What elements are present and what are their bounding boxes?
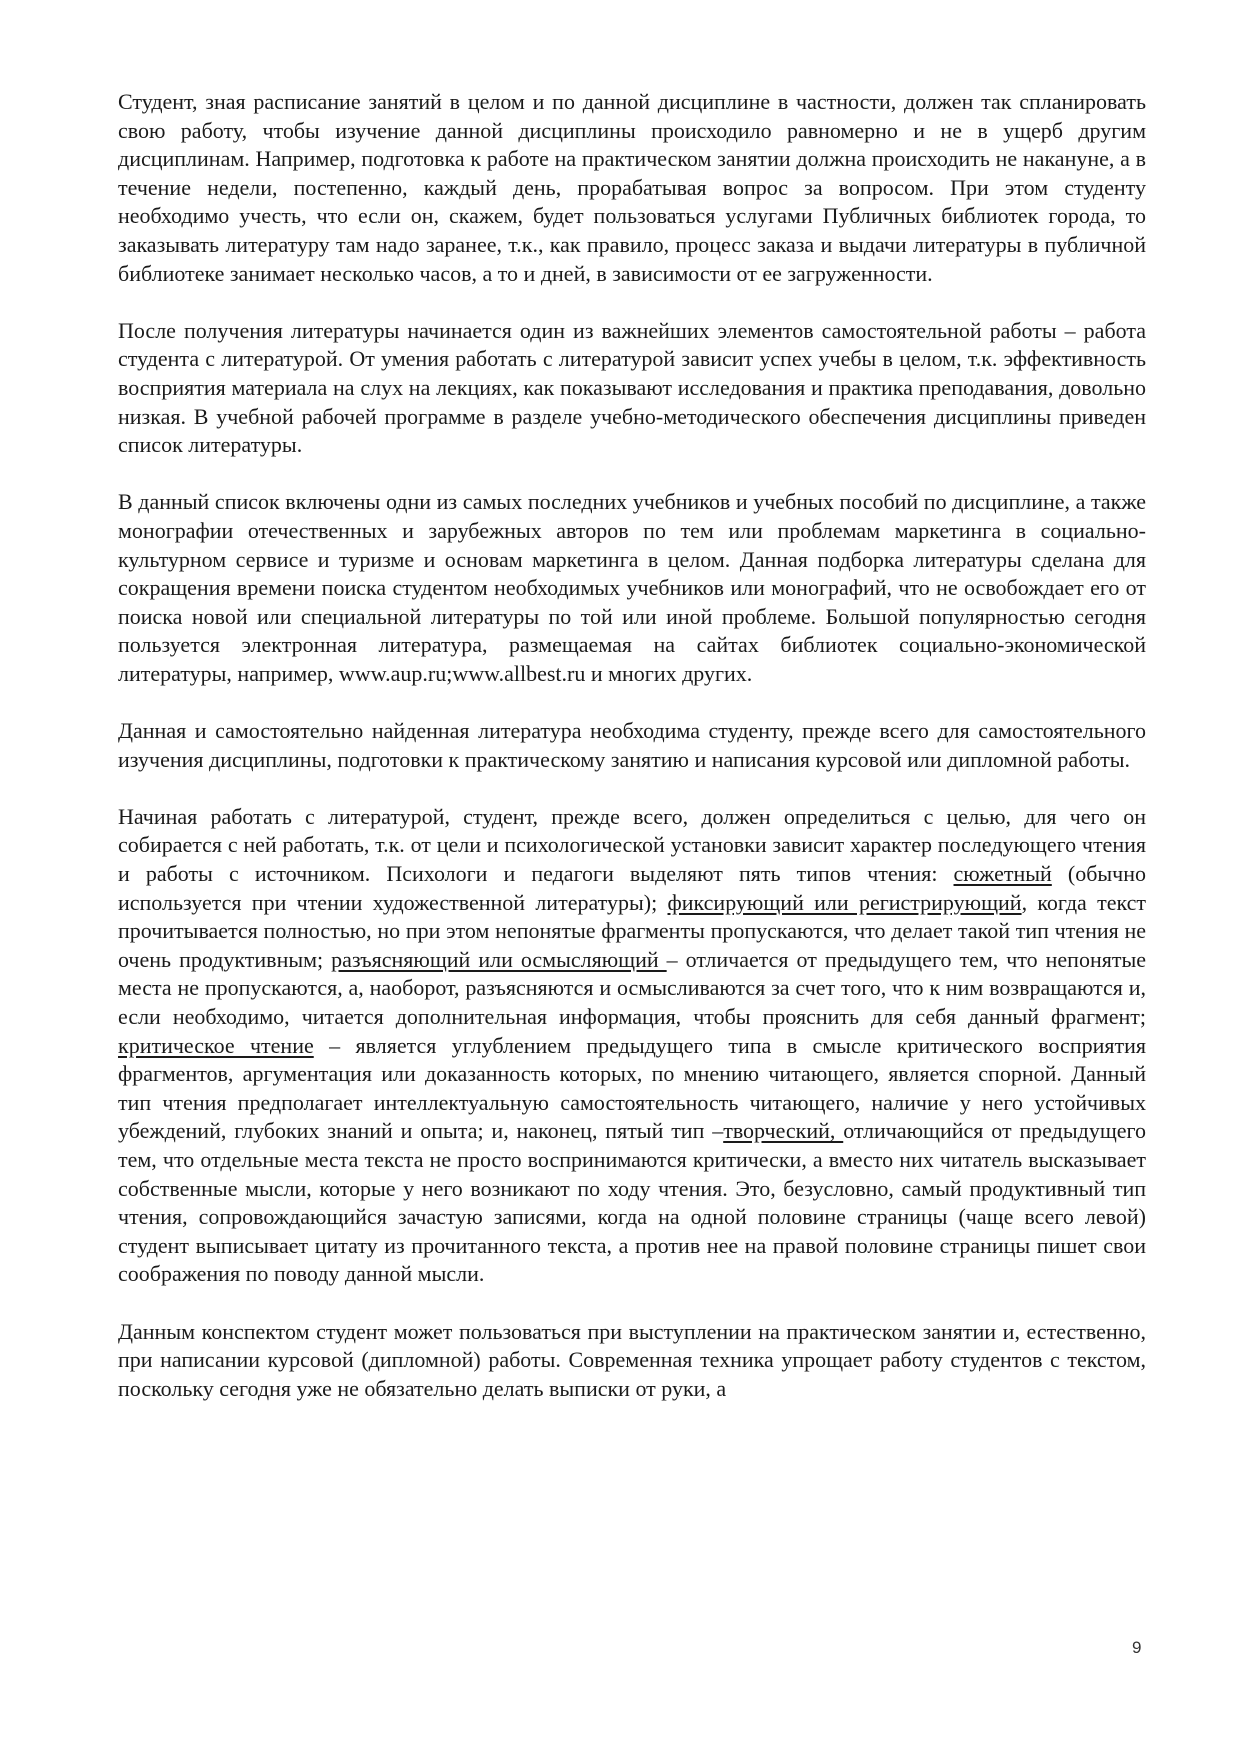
paragraph-conspectus: Данным конспектом студент может пользоваться при выступлении на практическом занятии и, естественно, при написании курсовой (дипломной) работы. Современная техника упрощает работу студентов с текстом, поскольку сегодня уже не обязательно делать выписки от руки, а [118,1318,1146,1401]
paragraph-reading-types [118,803,1146,1289]
reading-type-creative: творческий, [723,1118,844,1144]
reading-types-text-2: (обычно используется при чтении художественной литературы); [118,861,1147,915]
reading-types-text-4: – отличается от предыдущего тем, что непонятые места не пропускаются, а, наоборот, разъясняются и осмысливаются за счет того, что к ним возвращаются и, если необходимо, читается дополнительная информация, чтобы прояснить для себя данный фрагмент; [118,946,1147,1029]
paragraph-schedule: Студент, зная расписание занятий в целом и по данной дисциплине в частности, должен так спланировать свою работу, чтобы изучение данной дисциплины происходило равномерно и не в ущерб другим дисциплинам. Например, подготовка к работе на практическом занятии должна происходить не накануне, а в течение недели, постепенно, каждый день, прорабатывая вопрос за вопросом. При этом студенту необходимо учесть, что если он, скажем, будет пользоваться услугами Публичных библиотек города, то заказывать литературу там надо заранее, т.к., как правило, процесс заказа и выдачи литературы в публичной библиотеке занимает несколько часов, а то и дней, в зависимости от ее загруженности. [118,89,1146,286]
reading-type-explanatory: разъясняющий или осмысляющий [331,946,667,972]
reading-types-text-1: Начиная работать с литературой, студент, прежде всего, должен определиться с целью, для чего он собирается с ней работать, т.к. от цели и психологической установки зависит характер последующего чтения и работы с источником. Психологи и педагоги выделяют пять типов чтения: [118,803,1146,887]
paragraph-literature-work: После получения литературы начинается один из важнейших элементов самостоятельной работы – работа студента с литературой. От умения работать с литературой зависит успех учебы в целом, т.к. эффективность восприятия материала на слух на лекциях, как показывают исследования и практика преподавания, довольно низкая. В учебной рабочей программе в разделе учебно-методического обеспечения дисциплины приведен список литературы. [118,317,1146,458]
reading-type-plot: сюжетный [953,861,1052,887]
reading-types-text-3: , когда текст прочитывается полностью, но при этом непонятые фрагменты пропускаются, что делает такой тип чтения не очень продуктивным; [118,889,1146,972]
page-number: 9 [1132,1638,1142,1657]
paragraph-found-literature: Данная и самостоятельно найденная литература необходима студенту, прежде всего для самостоятельного изучения дисциплины, подготовки к практическому занятию и написания курсовой или дипломной работы. [118,718,1146,772]
reading-type-recording: фиксирующий или регистрирующий [667,889,1022,915]
page-body [118,88,1146,1432]
reading-type-critical: критическое чтение [118,1032,314,1058]
reading-types-text-5: – является углублением предыдущего типа в смысле критического восприятия фрагментов, аргументация или доказанность которых, по мнению читающего, является спорной. Данный тип чтения предполагает интеллектуальную самостоятельность читающего, наличие у него устойчивых убеждений, глубоких знаний и опыта; и, наконец, пятый тип – [118,1032,1146,1144]
paragraph-reading-list: В данный список включены одни из самых последних учебников и учебных пособий по дисциплине, а также монографии отечественных и зарубежных авторов по тем или проблемам маркетинга в социально-культурном сервисе и туризме и основам маркетинга в целом. Данная подборка литературы сделана для сокращения времени поиска студентом необходимых учебников или монографий, что не освобождает его от поиска новой или специальной литературы по той или иной проблеме. Большой популярностью сегодня пользуется электронная литература, размещаемая на сайтах библиотек социально-экономической литературы, например, www.aup.ru;www.allbest.ru и многих других. [118,489,1146,686]
reading-types-text-6: отличающийся от предыдущего тем, что отдельные места текста не просто воспринимаются критически, а вместо них читатель высказывает собственные мысли, которые у него возникают по ходу чтения. Это, безусловно, самый продуктивный тип чтения, сопровождающийся зачастую записями, когда на одной половине страницы (чаще всего левой) студент выписывает цитату из прочитанного текста, а против нее на правой половине страницы пишет свои соображения по поводу данной мысли. [118,1118,1146,1287]
